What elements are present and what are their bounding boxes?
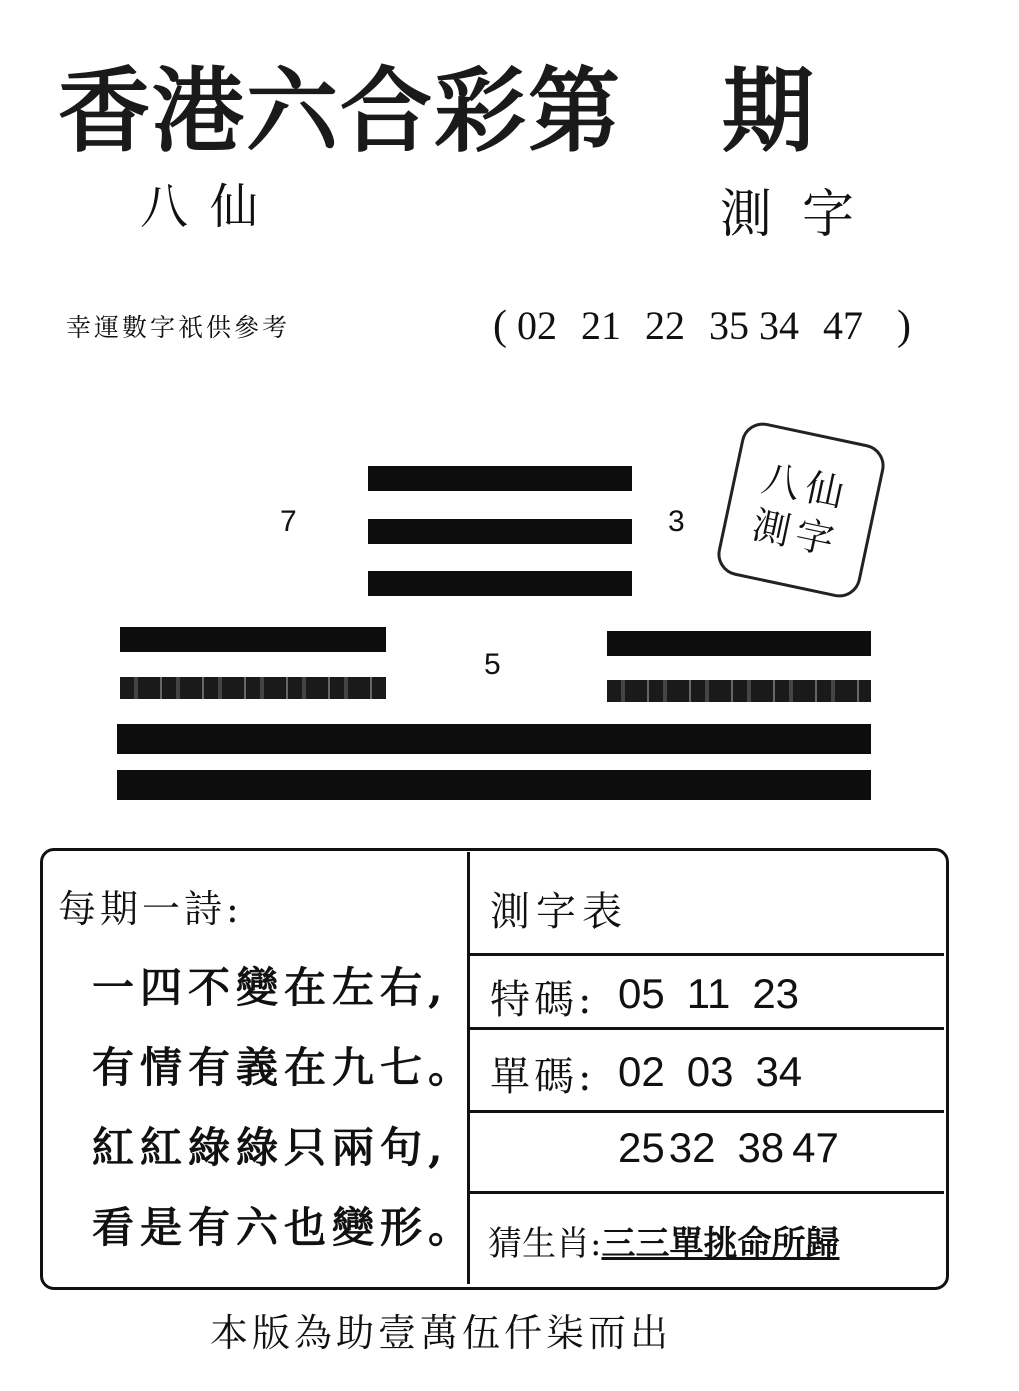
lucky-number: 21 — [581, 303, 621, 348]
special-number: 05 — [618, 970, 665, 1017]
single-code-label: 單碼: — [490, 1054, 596, 1100]
solid-line-1 — [117, 724, 871, 754]
lucky-number: 47 — [823, 303, 863, 348]
special-code-numbers — [618, 970, 821, 1018]
single-number: 34 — [755, 1048, 803, 1095]
table-row-divider — [470, 953, 944, 956]
page-title — [58, 38, 816, 170]
broken-line-1-right — [607, 631, 871, 656]
special-code-label: 特碼: — [490, 977, 596, 1023]
single-number: 47 — [792, 1124, 839, 1171]
seal-stamp — [713, 419, 888, 602]
poem-title: 每期一詩: — [58, 887, 243, 931]
single-number: 25 — [618, 1124, 665, 1171]
lucky-numbers-label: 幸運數字祇供參考 — [66, 313, 291, 342]
open-paren: ( — [493, 303, 507, 349]
table-row-divider — [470, 1110, 944, 1113]
single-number: 38 — [737, 1124, 785, 1171]
single-number: 32 — [668, 1124, 716, 1171]
trigram-top-line-3 — [368, 571, 632, 596]
poem-line: 一四不變在左右, — [92, 963, 449, 1012]
single-number: 02 — [618, 1048, 665, 1095]
poem-line: 看是有六也變形。 — [92, 1203, 477, 1252]
poem-line: 紅紅綠綠只兩句, — [92, 1123, 449, 1172]
stamp-line-2: 測字 — [748, 502, 844, 565]
special-number: 23 — [752, 970, 800, 1017]
broken-line-2-left — [120, 677, 386, 699]
lucky-number: 02 — [517, 303, 557, 348]
stamp-line-1: 八仙 — [758, 455, 854, 518]
broken-line-1-left — [120, 627, 386, 652]
table-row-divider — [470, 1191, 944, 1194]
trigram-top-line-1 — [368, 466, 632, 491]
table-row-divider — [470, 1027, 944, 1030]
special-number: 11 — [686, 970, 731, 1017]
guess-zodiac — [488, 1216, 839, 1265]
footer-text: 本版為助壹萬伍仟柒而出 — [210, 1311, 673, 1355]
single-code-numbers-row2 — [618, 1124, 861, 1172]
solid-line-2 — [117, 770, 871, 800]
subtitle-left: 八仙 — [140, 179, 281, 235]
guess-zodiac-value: 三三單挑命所歸 — [601, 1224, 840, 1264]
single-code-numbers-row1 — [618, 1048, 824, 1096]
lucky-number: 22 — [645, 303, 685, 348]
hexagram-middle-number: 5 — [484, 648, 501, 681]
broken-line-2-right — [607, 680, 871, 702]
table-title: 測字表 — [490, 889, 628, 935]
title-right: 期 — [722, 58, 817, 165]
trigram-top-line-2 — [368, 519, 632, 544]
lucky-number: 34 — [759, 303, 799, 348]
subtitle-right: 測字 — [720, 185, 885, 245]
lucky-numbers — [493, 302, 911, 350]
guess-zodiac-label: 猜生肖: — [488, 1224, 602, 1264]
lucky-number: 35 — [709, 303, 749, 348]
hexagram-right-number: 3 — [668, 505, 685, 538]
hexagram-left-number: 7 — [280, 505, 297, 538]
single-number: 03 — [686, 1048, 734, 1095]
close-paren: ) — [897, 303, 911, 349]
poem-line: 有情有義在九七。 — [92, 1043, 477, 1092]
title-left: 香港六合彩第 — [58, 58, 623, 165]
